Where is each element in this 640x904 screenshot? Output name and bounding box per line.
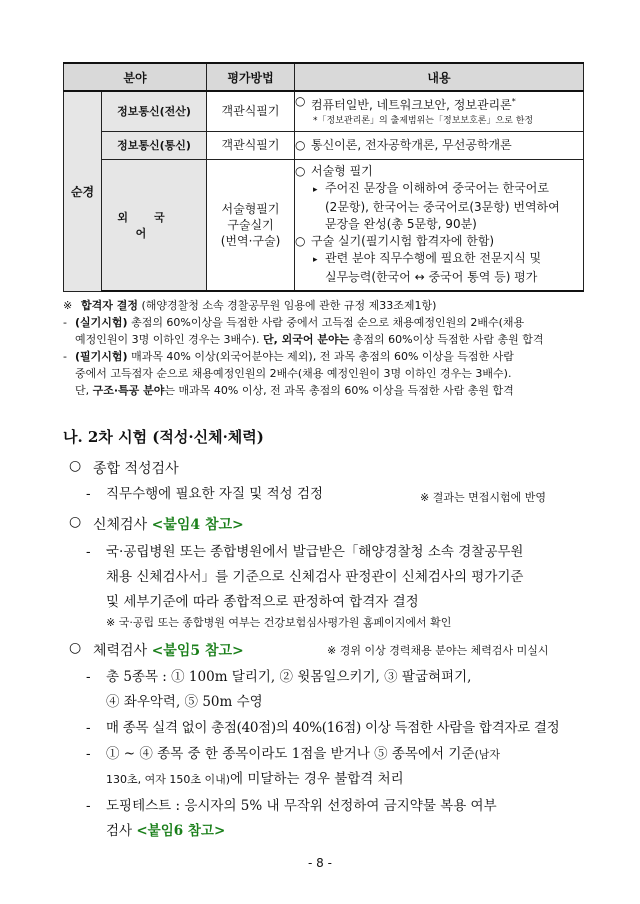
doping-ref-link: <붙임6 참고> [136, 823, 226, 839]
content-cell: ○ 통신이론, 전자공학개론, 무선공학개론 [295, 131, 584, 159]
content-cell: ○ 컴퓨터일반, 네트워크보안, 정보관리론* *「정보관리론」의 출제범위는「정보보호론」으로 한정 [295, 91, 584, 131]
field-cell: 정보통신(전산) [102, 91, 207, 131]
table-row [64, 131, 584, 159]
page-number: - 8 - [308, 856, 332, 870]
header-method: 평가방법 [207, 63, 295, 91]
method-cell: 객관식필기 [207, 131, 295, 159]
header-content: 내용 [295, 63, 584, 91]
fitness-doping: - 도핑테스트 : 응시자의 5% 내 무작위 선정하여 금지약물 복용 여부 검사 <붙임6 참고> [86, 798, 497, 839]
physical-ref-link: <붙임4 참고> [151, 517, 244, 533]
table-row [64, 91, 584, 131]
circle-bullet: ○ [295, 94, 306, 109]
exam-table [63, 62, 584, 292]
fitness-pass-rule: - 매 종목 실격 없이 총점(40점)의 40%(16점) 이상 득점한 사람을 합격자로 결정 [86, 720, 560, 736]
aptitude-title: ○ 종합 적성검사 [69, 458, 179, 477]
physical-title: ○ 신체검사 <붙임4 참고> [69, 514, 244, 533]
note-item-written: - (필기시험) 매과목 40% 이상(외국어분야는 제외), 전 과목 총점의 60% 이상을 득점한 사람 중에서 고득점자 순으로 채용예정인원의 2배수(채용 예정인원이 3명 이하인 경우는 3배수). 단, 구조·특공 분야는 매과목 40% 이상, 전 과목 총점의 60% 이상을 득점한 사람 총원 합격 [63, 350, 514, 397]
fitness-ref-link: <붙임5 참고> [151, 643, 244, 659]
table-header-row [64, 63, 584, 91]
content-note: *「정보관리론」의 출제범위는「정보보호론」으로 한정 [313, 116, 534, 127]
table-row [64, 159, 584, 291]
fitness-fail-rule: - ① ~ ④ 종목 중 한 종목이라도 1점을 받거나 ⑤ 종목에서 기준(남자 130초, 여자 150초 이내)에 미달하는 경우 불합격 처리 [86, 746, 500, 787]
note-item-practical: - (실기시험) 총점의 60%이상을 득점한 사람 중에서 고득점 순으로 채용예정인원의 2배수(채용 예정인원이 3명 이하인 경우는 3배수). 단, 외국어 분야는 총점의 60%이상 득점한 사람 총원 합격 [63, 316, 544, 346]
pass-criteria-notes [63, 297, 583, 399]
physical-item: - 국·공립병원 또는 종합병원에서 발급받은「해양경찰청 소속 경찰공무원 채용 신체검사서」를 기준으로 신체검사 판정관이 신체검사의 평가기준 및 세부기준에 따라 종합적으로 판정하여 합격자 결정 [86, 544, 524, 610]
fitness-title: ○ 체력검사 <붙임5 참고> ※ 경위 이상 경력채용 분야는 체력검사 미실시 [69, 640, 549, 659]
content-cell: ○ 서술형 필기 ▸ 주어진 문장을 이해하여 중국어는 한국어로 (2문항), 한국어는 중국어로(3문항) 번역하여 문장을 완성(총 5문항, 90분) ○ 구술 실기(필기시험 합격자에 한함) ▸ 관련 분야 직무수행에 필요한 전문지식 및 실무능력(한국어 ↔ 중국어 통역 등) 평가 [295, 159, 584, 291]
header-field: 분야 [64, 63, 207, 91]
aptitude-item: - 직무수행에 필요한 자질 및 적성 검정 ※ 결과는 면접시험에 반영 [86, 486, 546, 504]
method-cell: 객관식필기 [207, 91, 295, 131]
field-cell: 정보통신(통신) [102, 131, 207, 159]
category-cell: 순경 [64, 91, 102, 291]
notes-title: ※ 합격자 결정 (해양경찰청 소속 경찰공무원 임용에 관한 규정 제33조제1항) [63, 299, 437, 312]
physical-note: ※ 국·공립 또는 종합병원 여부는 건강보험심사평가원 홈페이지에서 확인 [106, 616, 452, 629]
fitness-events: - 총 5종목 : ① 100m 달리기, ② 윗몸일으키기, ③ 팔굽혀펴기, ④ 좌우악력, ⑤ 50m 수영 [86, 669, 472, 710]
field-cell: 외국어 [102, 159, 207, 291]
section-heading: 나. 2차 시험 (적성·신체·체력) [63, 428, 264, 446]
method-cell: 서술형필기 구술실기 (번역·구술) [207, 159, 295, 291]
